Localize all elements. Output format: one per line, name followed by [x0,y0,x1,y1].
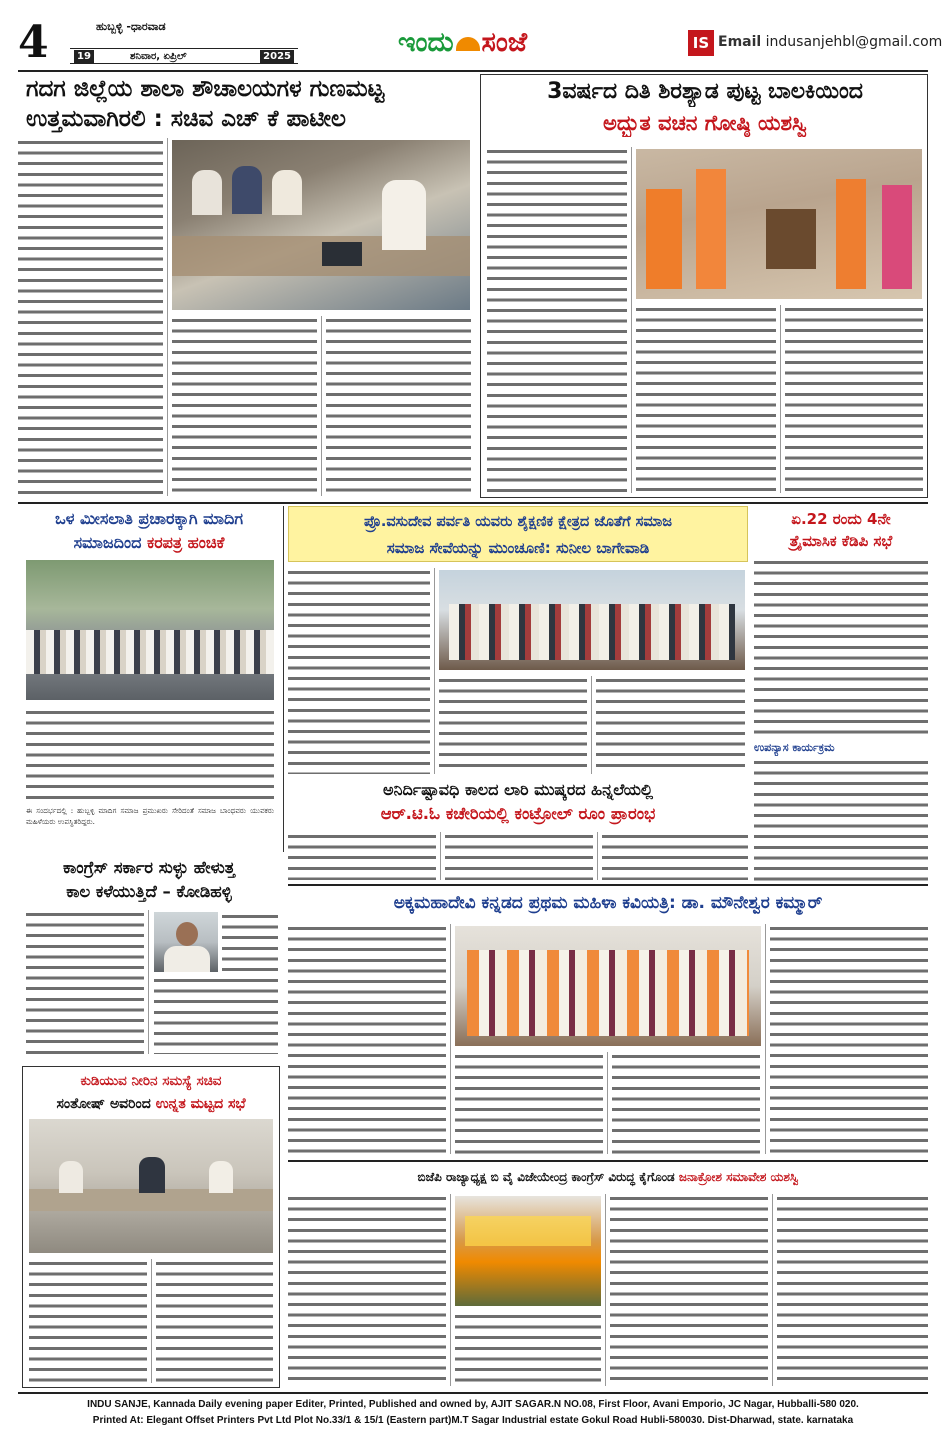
brand-word-right: ಸಂಜೆ [481,27,528,58]
lorry-body-col-3 [602,832,748,880]
masthead-email [718,34,942,50]
akka-body-col-3 [612,1052,760,1154]
vachana-body-col-2 [636,305,776,493]
vachana-body-col-3 [785,305,923,493]
vachana-article [480,74,928,498]
brand-word-left: ಇಂದು [398,27,454,58]
congress-body-col-3 [154,976,278,1054]
congress-portrait [154,912,218,972]
imprint-line-1: INDU SANJE, Kannada Daily evening paper Editer, Printed, Published and owned by, AJIT SAGAR.N NO.08, First Floor, Avani Emporio, JC Nagar, Hubballi-580 020. [87,1399,859,1410]
parvathi-group-photo [439,570,745,670]
congress-body-col-1 [26,910,144,1054]
email-label: Email [718,34,762,50]
congress-headline-1: ಕಾಂಗ್ರೆಸ್ ಸರ್ಕಾರ ಸುಳ್ಳು ಹೇಳುತ್ತ [63,858,235,877]
akka-body-col-1 [288,924,446,1154]
parvathi-article [288,506,748,776]
parvathi-body-col-3 [596,676,745,774]
water-meeting-photo [29,1119,273,1253]
brand-logo [398,26,527,60]
gadag-meeting-photo [172,140,470,310]
lorry-article [288,778,748,882]
vachana-stage-photo [636,149,922,299]
bjp-headline-b: ಜನಾಕ್ರೋಶ ಸಮಾವೇಶ ಯಶಸ್ವಿ [678,1170,799,1184]
date-day: 19 [74,50,94,63]
kadipi-body-2 [754,758,928,882]
bjp-body-col-2 [455,1312,601,1386]
congress-article [18,856,280,1056]
parvathi-body-col-1 [288,568,430,774]
row-divider-1 [18,502,928,504]
lorry-headline-1: ಅನಿರ್ದಿಷ್ಟಾವಧಿ ಕಾಲದ ಲಾರಿ ಮುಷ್ಕರದ ಹಿನ್ನಲೆಯಲ್ಲಿ [383,780,653,799]
bjp-body-col-1 [288,1194,446,1386]
water-headline-2b: ಉನ್ನತ ಮಟ್ಟದ ಸಭೆ [155,1096,246,1112]
dateline [70,48,298,64]
bjp-article [288,1164,928,1388]
edition-label: ಹುಬ್ಬಳ್ಳಿ -ಧಾರವಾಡ [96,20,166,33]
page-number: 4 [18,17,49,68]
vachana-headline-1: 3ವರ್ಷದ ದಿತಿ ಶಿರಶ್ಯಾಡ ಪುಟ್ಟ ಬಾಲಕಿಯಿಂದ [547,79,863,104]
lorry-body-col-1 [288,832,436,880]
madiga-headline-2b: ಕರಪತ್ರ ಹಂಚಿಕೆ [147,533,225,552]
madiga-article [18,506,280,852]
vachana-headline-2: ಅದ್ಭುತ ವಚನ ಗೋಷ್ಠಿ ಯಶಸ್ವಿ [603,111,807,135]
water-headline-2a: ಸಂತೋಷ್ ಅವರಿಂದ [56,1096,156,1112]
email-address[interactable]: indusanjehbl@gmail.com [765,34,943,50]
masthead-logo-box: IS [688,30,714,56]
masthead-divider [18,70,928,72]
akka-body-col-4 [770,924,928,1154]
bjp-headline-a: ಬಿಜೆಪಿ ರಾಜ್ಯಾಧ್ಯಕ್ಷ ಬಿ ವೈ ವಿಜೇಯೇಂದ್ರ ಕಾಂಗ್ರೆಸ್ ವಿರುದ್ಧ ಕೈಗೊಂಡ [417,1170,679,1184]
water-headline-2 [23,1093,279,1115]
footer-divider [18,1392,928,1394]
akka-body-col-2 [455,1052,603,1154]
parvathi-headline-2: ಸಮಾಜ ಸೇವೆಯನ್ನು ಮುಂಚೂಣಿ: ಸುನೀಲ ಬಾಗೇವಾಡಿ [386,539,650,557]
date-weekday-month: ಶನಿವಾರ, ಏಪ್ರಿಲ್ [130,51,187,62]
sun-icon [456,37,480,51]
bjp-body-col-3 [610,1194,768,1386]
kadipi-body-1 [754,558,928,738]
madiga-caption: ಈ ಸಂದರ್ಭದಲ್ಲಿ : ಹುಬ್ಬಳ್ಳಿ ಮಾದಿಗ ಸಮಾಜ ಪ್ರಮುಖರು ಸೇರಿದಂತೆ ಸಮಾಜ ಬಾಂಧವರು ಯುವಕರು ಮಹಿಳೆಯರು ಉಪಸ್ಥಿತರಿದ್ದರು. [26,806,274,826]
bjp-headline [288,1166,928,1188]
row-divider-2 [288,884,928,886]
kadipi-subhead: ಉಪನ್ಯಾಸ ಕಾರ್ಯಕ್ರಮ [754,741,835,754]
akka-stage-photo [455,926,761,1046]
water-body-col-1 [29,1259,147,1383]
gadag-body-col-1 [18,138,163,496]
row-divider-3 [288,1160,928,1162]
gadag-body-col-3 [326,316,471,496]
kadipi-headline-1: ಏ.22 ರಂದು 4ನೇ [791,510,891,528]
water-headline-1: ಕುಡಿಯುವ ನೀರಿನ ಸಮಸ್ಯೆ ಸಚಿವ [80,1073,222,1089]
date-year: 2025 [260,50,294,63]
parvathi-headline-1: ಪ್ರೊ.ವಸುದೇವ ಪರ್ವತಿ ಯವರು ಶೈಕ್ಷಣಿಕ ಕ್ಷೇತ್ರದ ಜೊತೆಗೆ ಸಮಾಜ [363,514,673,530]
gadag-article [18,74,474,498]
water-article [22,1066,280,1388]
congress-body-col-2 [222,912,278,972]
lorry-headline-2: ಆರ್.ಟಿ.ಓ ಕಚೇರಿಯಲ್ಲಿ ಕಂಟ್ರೋಲ್ ರೂಂ ಪ್ರಾರಂಭ [380,804,656,823]
madiga-headline-2a: ಸಮಾಜದಿಂದ [73,533,148,552]
madiga-body [26,708,274,800]
gadag-headline-2: ಉತ್ತಮವಾಗಿರಲಿ : ಸಚಿವ ಎಚ್ ಕೆ ಪಾಟೀಲ [26,106,346,132]
madiga-headline-2 [18,532,280,554]
parvathi-body-col-2 [439,676,587,774]
lorry-body-col-2 [445,832,593,880]
madiga-crowd-photo [26,560,274,700]
bjp-rally-photo [455,1196,601,1306]
gadag-headline-1: ಗದಗ ಜಿಲ್ಲೆಯ ಶಾಲಾ ಶೌಚಾಲಯಗಳ ಗುಣಮಟ್ಟ [26,76,385,102]
vachana-body-col-1 [487,147,627,493]
kadipi-headline-2: ತ್ರೈಮಾಸಿಕ ಕೆಡಿಪಿ ಸಭೆ [789,532,893,550]
akka-article [288,888,928,1158]
imprint-line-2: Printed At: Elegant Offset Printers Pvt Ltd Plot No.33/1 & 15/1 (Eastern part)M.T Sagar Industrial estate Gokul Road Hubli-580030. Dist-Dharwad, state. karnataka [92,1415,854,1426]
akka-headline: ಅಕ್ಕಮಹಾದೇವಿ ಕನ್ನಡದ ಪ್ರಥಮ ಮಹಿಳಾ ಕವಿಯತ್ರಿ: ಡಾ. ಮೌನೇಶ್ವರ ಕಮ್ಮಾರ್ [393,893,823,913]
gadag-body-col-2 [172,316,317,496]
kadipi-article [754,506,928,882]
madiga-headline-1: ಒಳ ಮೀಸಲಾತಿ ಪ್ರಚಾರಕ್ಕಾಗಿ ಮಾದಿಗ [54,509,244,528]
water-body-col-2 [156,1259,273,1383]
bjp-body-col-4 [777,1194,928,1386]
congress-headline-2: ಕಾಲ ಕಳೆಯುತ್ತಿದೆ – ಕೋಡಿಹಳ್ಳಿ [66,882,232,901]
